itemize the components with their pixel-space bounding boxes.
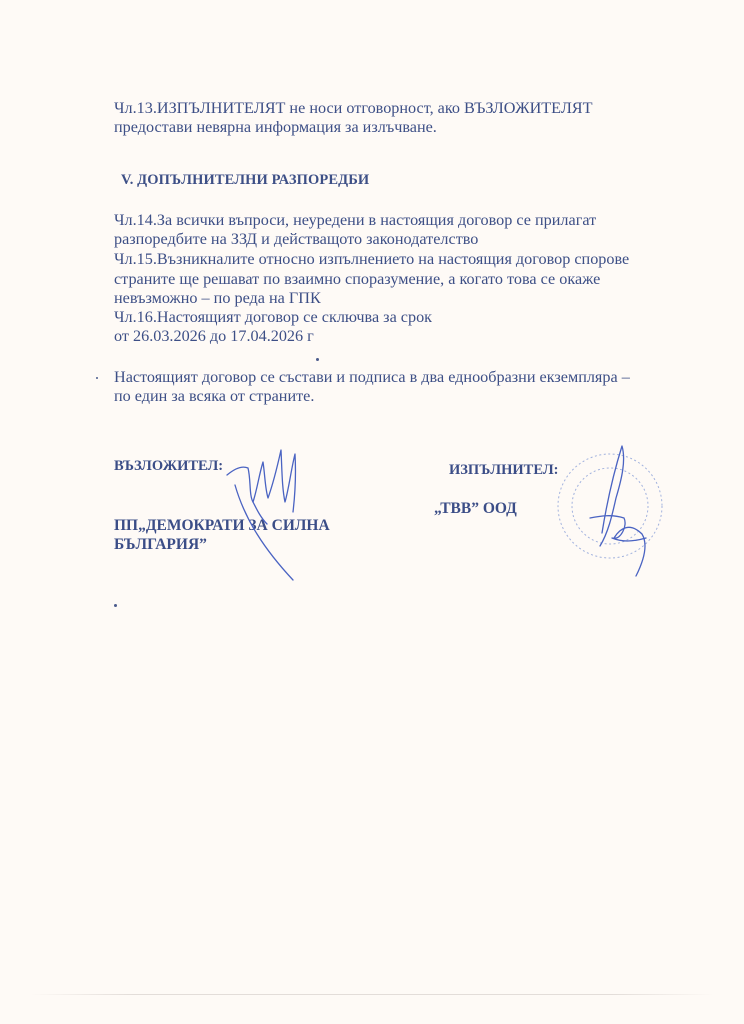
contractor-stamp [550,438,670,583]
contractor-label: ИЗПЪЛНИТЕЛ: [449,462,559,478]
article-15-line-1: Чл.15.Възникналите относно изпълнението на настоящия договор спорове [114,250,630,268]
closing-line-1: Настоящият договор се състави и подписа в два еднообразни екземпляра – [114,368,630,386]
article-15-line-2: страните ще решават по взаимно споразумение, а когато това се окаже [114,270,601,288]
article-16-line-1: Чл.16.Настоящият договор се сключва за срок [114,308,433,326]
ink-speck [96,377,98,379]
ink-speck [316,358,319,361]
article-14-line-1: Чл.14.За всички въпроси, неуредени в настоящия договор се прилагат [114,211,597,229]
article-15-line-3: невъзможно – по реда на ГПК [114,289,321,307]
section-heading: V. ДОПЪЛНИТЕЛНИ РАЗПОРЕДБИ [121,172,370,188]
client-label: ВЪЗЛОЖИТЕЛ: [114,458,224,474]
article-13-line-1: Чл.13.ИЗПЪЛНИТЕЛЯТ не носи отговорност, ако ВЪЗЛОЖИТЕЛЯТ [114,99,593,117]
article-13-line-2: предостави невярна информация за излъчване. [114,118,437,136]
contractor-name: „ТВВ” ООД [434,500,517,517]
client-name-line-2: БЪЛГАРИЯ” [114,536,207,553]
client-name-line-1: ПП„ДЕМОКРАТИ ЗА СИЛНА [114,517,330,534]
article-16-line-2: от 26.03.2026 до 17.04.2026 г [114,327,314,345]
ink-speck [114,604,117,607]
article-14-line-2: разпоредбите на ЗЗД и действащото законодателство [114,230,479,248]
client-signature [215,440,335,590]
page-edge-line [30,994,714,995]
closing-line-2: по един за всяка от страните. [114,387,315,405]
